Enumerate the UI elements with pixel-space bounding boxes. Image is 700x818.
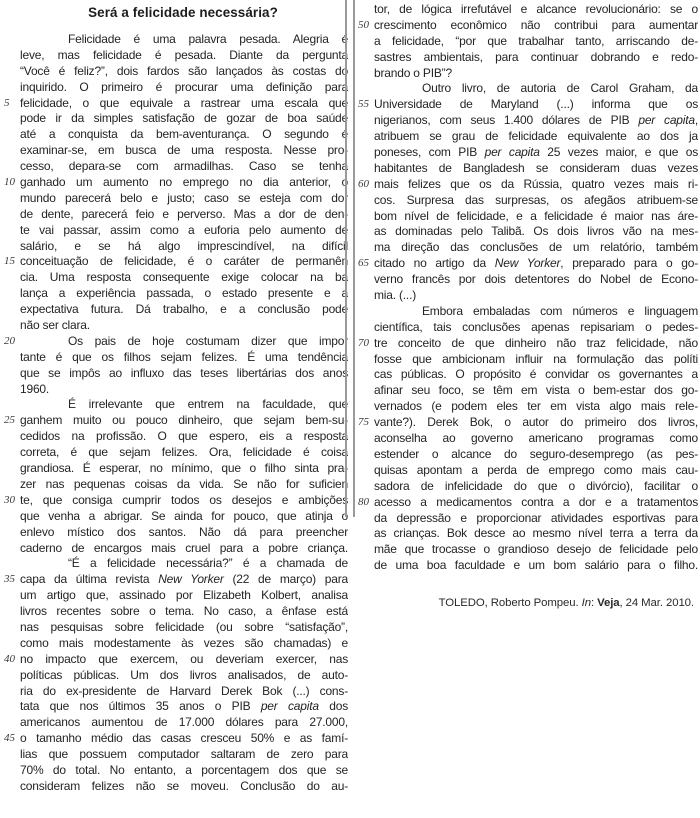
line-number bbox=[356, 224, 374, 240]
line-number: 60 bbox=[358, 177, 369, 190]
line-number bbox=[356, 2, 374, 18]
line-text: É irrelevante que entrem na faculdade, que bbox=[68, 397, 348, 412]
line-number bbox=[356, 463, 374, 479]
line-number bbox=[0, 302, 20, 318]
text-line bbox=[356, 193, 698, 209]
text-line bbox=[0, 96, 348, 112]
line-number bbox=[0, 143, 20, 159]
line-text: brando o PIB”? bbox=[374, 65, 452, 80]
line-text: nigerianos, com seus 1.400 dólares de PIB per capita, bbox=[374, 113, 698, 128]
text-line bbox=[0, 763, 348, 779]
line-text: mais felizes que os da Rússia, quatro vezes mais ri- bbox=[374, 176, 698, 191]
line-number bbox=[0, 159, 20, 175]
line-number bbox=[0, 779, 20, 795]
line-text: como mais modestamente às vezes são chamadas) e bbox=[20, 635, 348, 650]
line-text: quisas apontam a perda de emprego como mais cau- bbox=[374, 462, 698, 477]
text-line bbox=[0, 239, 348, 255]
text-line bbox=[356, 431, 698, 447]
line-number bbox=[0, 620, 20, 636]
line-number bbox=[356, 240, 374, 256]
line-text: Felicidade é uma palavra pesada. Alegria é bbox=[68, 32, 348, 46]
line-text: vante?). Derek Bok, o autor do primeiro dos livros, bbox=[374, 415, 698, 430]
line-text: ganhado um aumento no emprego no dia anterior, o bbox=[20, 175, 348, 190]
text-line bbox=[0, 64, 348, 80]
line-number: 50 bbox=[358, 18, 369, 31]
line-number bbox=[0, 318, 20, 334]
line-text: sastres ambientais, para continuar dobrando e redo- bbox=[374, 49, 698, 64]
text-line bbox=[356, 240, 698, 256]
line-text: um artigo que, assinado por Elizabeth Kolbert, analisa bbox=[20, 588, 348, 603]
text-line bbox=[0, 413, 348, 429]
line-text: cas públicas. O propósito é convidar os governantes a bbox=[374, 367, 698, 382]
text-line bbox=[356, 526, 698, 542]
line-number bbox=[356, 161, 374, 177]
text-line bbox=[0, 223, 348, 239]
text-line bbox=[356, 145, 698, 161]
text-line bbox=[0, 80, 348, 96]
line-text: tante é que os filhos sejam felizes. É uma tendência bbox=[20, 349, 348, 364]
line-number bbox=[0, 715, 20, 731]
line-text: que se impôs ao influxo das teses libertárias dos anos bbox=[20, 365, 348, 380]
line-text: leve, mas felicidade é pesada. Diante da pergunta bbox=[20, 47, 348, 62]
line-number bbox=[0, 461, 20, 477]
text-line bbox=[356, 81, 698, 97]
line-number: 35 bbox=[4, 573, 15, 586]
text-line bbox=[356, 336, 698, 352]
line-number bbox=[0, 588, 20, 604]
line-number bbox=[0, 286, 20, 302]
text-line bbox=[0, 429, 348, 445]
text-line bbox=[0, 127, 348, 143]
line-text: “Você é feliz?”, dois fardos são lançados às costas do bbox=[20, 63, 348, 78]
text-line bbox=[0, 270, 348, 286]
line-text: acesso a medicamentos contra a dor e a tratamentos bbox=[374, 494, 698, 509]
column-right bbox=[356, 2, 698, 609]
line-number: 10 bbox=[4, 176, 15, 189]
line-text: estender o alcance do seguro-desemprego (as pes- bbox=[374, 446, 698, 461]
line-text: Os pais de hoje costumam dizer que impor bbox=[68, 333, 348, 348]
line-number: 40 bbox=[4, 652, 15, 665]
text-line bbox=[356, 256, 698, 272]
text-line bbox=[356, 542, 698, 558]
column-left bbox=[0, 0, 348, 795]
line-text: consideram felizes não se moveu. Conclusão do au- bbox=[20, 778, 348, 793]
line-text: verno francês por dois detentores do Nobel de Econo- bbox=[374, 272, 698, 287]
text-line bbox=[0, 699, 348, 715]
line-text: que venha a abrigar. Se ainda for pouco, que atinja o bbox=[20, 508, 348, 523]
line-text: mãe que trocasse o grandioso desejo de felicidade pelo bbox=[374, 542, 698, 557]
line-text: salário, e se há algo imprescindível, na difícil bbox=[20, 238, 348, 253]
line-text: caderno de encargos mais cruel para a pobre criança. bbox=[20, 540, 348, 555]
line-number bbox=[0, 80, 20, 96]
line-number bbox=[356, 34, 374, 50]
line-text: enlevo místico dos santos. Não dá para preencher bbox=[20, 524, 348, 539]
line-number bbox=[0, 382, 20, 398]
line-text: cedidos na profissão. O que espero, eis a resposta bbox=[20, 429, 348, 444]
text-line bbox=[356, 2, 698, 18]
text-line bbox=[356, 447, 698, 463]
line-text: examinar-se, em busca de uma resposta. Nesse pro- bbox=[20, 143, 348, 158]
line-number bbox=[0, 668, 20, 684]
text-line bbox=[356, 224, 698, 240]
line-text: lança a experiência passada, o estado presente e a bbox=[20, 286, 348, 301]
line-text: Embora embaladas com números e linguagem bbox=[422, 303, 698, 318]
line-text: no impacto que exercem, ou deveriam exercer, nas bbox=[20, 651, 348, 666]
line-text: a felicidade, “por que trabalhar tanto, arriscando de- bbox=[374, 33, 698, 48]
line-number bbox=[356, 193, 374, 209]
line-text: felicidade, o que equivale a rastrear uma escala que bbox=[20, 95, 348, 110]
text-line bbox=[0, 636, 348, 652]
line-text: cesso, depara-se com armadilhas. Caso se tenha bbox=[20, 159, 348, 174]
line-text: citado no artigo da New Yorker, preparado para o go- bbox=[374, 256, 698, 271]
text-line bbox=[356, 399, 698, 415]
line-text: expectativa futura. Dá trabalho, e a conclusão pode bbox=[20, 302, 348, 317]
line-text: Universidade de Maryland (...) informa que os bbox=[374, 97, 698, 112]
text-line bbox=[0, 175, 348, 191]
text-line bbox=[356, 161, 698, 177]
line-number bbox=[356, 320, 374, 336]
column-left-lines bbox=[0, 32, 348, 795]
text-line bbox=[0, 318, 348, 334]
text-line bbox=[0, 286, 348, 302]
text-line bbox=[0, 715, 348, 731]
line-text: mundo parecerá belo e justo; caso se esteja com dor bbox=[20, 190, 348, 205]
text-line bbox=[0, 366, 348, 382]
line-number: 75 bbox=[358, 416, 369, 429]
line-number bbox=[0, 239, 20, 255]
line-text: políticas públicas. Um dos livros analisados, de auto- bbox=[20, 667, 348, 682]
article-title: Será a felicidade necessária? bbox=[88, 5, 278, 20]
text-line bbox=[0, 509, 348, 525]
text-line bbox=[0, 334, 348, 350]
text-line bbox=[356, 367, 698, 383]
text-line bbox=[356, 272, 698, 288]
text-line bbox=[356, 383, 698, 399]
text-line bbox=[0, 652, 348, 668]
line-text: fosse que ambicionam influir na formulação das políti bbox=[374, 351, 698, 366]
text-line bbox=[0, 302, 348, 318]
line-text: ria do ex-presidente de Harvard Derek Bok (...) cons- bbox=[20, 683, 348, 698]
line-number: 5 bbox=[4, 96, 10, 109]
text-line bbox=[356, 97, 698, 113]
line-text: poneses, com PIB per capita 25 vezes maior, e que os bbox=[374, 145, 698, 160]
text-line bbox=[356, 34, 698, 50]
line-number bbox=[0, 445, 20, 461]
text-line bbox=[0, 207, 348, 223]
text-line bbox=[0, 588, 348, 604]
line-number bbox=[356, 383, 374, 399]
line-number bbox=[0, 32, 20, 48]
text-line bbox=[356, 320, 698, 336]
text-line bbox=[356, 558, 698, 574]
text-line bbox=[0, 254, 348, 270]
line-number bbox=[0, 397, 20, 413]
line-number bbox=[0, 684, 20, 700]
line-number: 70 bbox=[358, 336, 369, 349]
line-number bbox=[356, 113, 374, 129]
line-number bbox=[356, 479, 374, 495]
line-number bbox=[356, 81, 374, 97]
line-number bbox=[0, 477, 20, 493]
text-line bbox=[356, 511, 698, 527]
line-number bbox=[356, 526, 374, 542]
line-number bbox=[0, 636, 20, 652]
line-number: 30 bbox=[4, 493, 15, 506]
text-line bbox=[0, 461, 348, 477]
text-line bbox=[356, 129, 698, 145]
text-line bbox=[356, 415, 698, 431]
text-line bbox=[356, 50, 698, 66]
line-text: inquirido. O primeiro é procurar uma definição para bbox=[20, 79, 348, 94]
text-line bbox=[0, 668, 348, 684]
text-line bbox=[0, 493, 348, 509]
line-number: 20 bbox=[4, 334, 15, 347]
line-text: nas pesquisas sobre felicidade (ou sobre “satisfação”, bbox=[20, 619, 348, 634]
line-text: capa da última revista New Yorker (22 de março) para bbox=[20, 572, 348, 587]
text-line bbox=[0, 541, 348, 557]
line-number bbox=[356, 447, 374, 463]
line-number bbox=[0, 429, 20, 445]
line-text: atribuem se grau de felicidade equivalente ao dos ja bbox=[374, 129, 698, 144]
line-number bbox=[356, 50, 374, 66]
column-right-lines bbox=[356, 2, 698, 574]
line-text: 70% do total. No entanto, a porcentagem dos que se bbox=[20, 762, 348, 777]
line-text: até a conquista da bem-aventurança. O segundo é bbox=[20, 127, 348, 142]
text-line bbox=[0, 445, 348, 461]
text-line bbox=[356, 352, 698, 368]
line-text: as dominadas pelo Talibã. Os dois livros vão na mes- bbox=[374, 224, 698, 239]
line-number bbox=[356, 66, 374, 82]
line-number bbox=[356, 511, 374, 527]
text-line bbox=[0, 572, 348, 588]
text-line bbox=[0, 604, 348, 620]
line-text: da depressão e proporcionar atividades esportivas para bbox=[374, 510, 698, 525]
text-line bbox=[0, 620, 348, 636]
line-number bbox=[0, 699, 20, 715]
text-line bbox=[0, 477, 348, 493]
text-line bbox=[0, 191, 348, 207]
column-divider-rule bbox=[345, 0, 355, 517]
line-text: conceituação de felicidade, é o caráter de permanên bbox=[20, 254, 348, 269]
line-number bbox=[0, 509, 20, 525]
line-number bbox=[356, 129, 374, 145]
line-text: ganhem muito ou pouco dinheiro, que sejam bem-su- bbox=[20, 413, 348, 428]
line-number bbox=[0, 747, 20, 763]
text-line bbox=[356, 479, 698, 495]
line-text: tor, de lógica irrefutável e alcance revolucionário: se o bbox=[374, 2, 698, 16]
line-text: lias que possuem computador saltaram de zero para bbox=[20, 747, 348, 762]
line-text: cos. Surpresa das surpresas, os afegãos atribuem-se bbox=[374, 192, 698, 207]
line-text: crescimento econômico não contribui para aumentar bbox=[374, 17, 698, 32]
line-text: científica, tais conclusões apenas repisariam o pedes- bbox=[374, 319, 698, 334]
line-text: americanos aumentou de 17.000 dólares para 27.000, bbox=[20, 715, 348, 730]
text-line bbox=[0, 779, 348, 795]
line-number bbox=[0, 366, 20, 382]
line-text: livros recentes sobre o tema. No caso, a ênfase está bbox=[20, 604, 348, 619]
line-text: 1960. bbox=[20, 381, 50, 396]
line-number bbox=[356, 542, 374, 558]
line-text: zer nas pequenas coisas da vida. Se não for suficien bbox=[20, 476, 348, 491]
line-text: afinar seu foco, se têm em vista o bem-estar dos go- bbox=[374, 383, 698, 398]
line-number bbox=[356, 367, 374, 383]
line-text: correta, é que sejam felizes. Ora, felicidade é coisa bbox=[20, 445, 348, 460]
text-line bbox=[0, 382, 348, 398]
text-line bbox=[356, 304, 698, 320]
line-number bbox=[0, 604, 20, 620]
line-number bbox=[356, 304, 374, 320]
text-line bbox=[0, 159, 348, 175]
line-number bbox=[0, 127, 20, 143]
line-number bbox=[0, 541, 20, 557]
line-number: 45 bbox=[4, 732, 15, 745]
line-number: 25 bbox=[4, 414, 15, 427]
text-line bbox=[356, 113, 698, 129]
text-line bbox=[356, 177, 698, 193]
line-number: 65 bbox=[358, 257, 369, 270]
line-text: vernados (e podem eles ter em vista algo mais rele- bbox=[374, 399, 698, 414]
line-text: mia. (...) bbox=[374, 288, 416, 303]
text-line bbox=[0, 48, 348, 64]
text-line bbox=[0, 684, 348, 700]
text-line bbox=[0, 111, 348, 127]
line-number: 55 bbox=[358, 98, 369, 111]
text-line bbox=[0, 143, 348, 159]
line-text: tre conceito de que dinheiro não traz felicidade, não bbox=[374, 335, 698, 350]
line-text: “É a felicidade necessária?” é a chamada de bbox=[68, 556, 348, 571]
line-number bbox=[0, 191, 20, 207]
line-text: bom nível de felicidade, e a felicidade é maior nas áre- bbox=[374, 208, 698, 223]
text-line bbox=[356, 209, 698, 225]
line-text: Outro livro, de autoria de Carol Graham, da bbox=[422, 81, 698, 96]
line-number bbox=[0, 48, 20, 64]
line-number bbox=[356, 352, 374, 368]
line-text: te vai passar, assim como a euforia pelo aumento de bbox=[20, 222, 348, 237]
line-number: 80 bbox=[358, 495, 369, 508]
line-number bbox=[0, 350, 20, 366]
line-number bbox=[0, 556, 20, 572]
text-line bbox=[356, 66, 698, 82]
text-line bbox=[356, 18, 698, 34]
line-text: sadora de infelicidade do que o divórcio), facilitar o bbox=[374, 478, 698, 493]
text-line bbox=[356, 288, 698, 304]
line-number bbox=[356, 209, 374, 225]
text-line bbox=[356, 495, 698, 511]
text-line bbox=[0, 525, 348, 541]
line-number bbox=[356, 145, 374, 161]
line-number bbox=[356, 272, 374, 288]
line-number bbox=[0, 223, 20, 239]
text-line bbox=[356, 463, 698, 479]
line-number bbox=[356, 399, 374, 415]
line-number bbox=[0, 111, 20, 127]
line-number bbox=[0, 207, 20, 223]
line-text: grandiosa. É esperar, no mínimo, que o filho sinta pra- bbox=[20, 461, 348, 476]
line-text: de dente, parecerá feio e perverso. Mas a dor de den- bbox=[20, 206, 348, 221]
text-line bbox=[0, 747, 348, 763]
line-number bbox=[356, 431, 374, 447]
line-text: pode ir da simples satisfação de gozar de boa saúde bbox=[20, 111, 348, 126]
line-number bbox=[0, 763, 20, 779]
text-line bbox=[0, 350, 348, 366]
line-text: de uma boa faculdade e um bom salário para o filho. bbox=[374, 558, 698, 573]
line-text: o tamanho médio das casas cresceu 50% e as famí- bbox=[20, 731, 348, 746]
line-text: as crianças. Bok desce ao mesmo nível terra a terra da bbox=[374, 526, 698, 541]
text-line bbox=[0, 32, 348, 48]
text-line bbox=[0, 397, 348, 413]
line-text: ma direção das conclusões de um relatório, também bbox=[374, 240, 698, 255]
citation: TOLEDO, Roberto Pompeu. In: Veja, 24 Mar. 2010. bbox=[438, 597, 694, 610]
line-number bbox=[0, 64, 20, 80]
line-number bbox=[356, 558, 374, 574]
line-number: 15 bbox=[4, 255, 15, 268]
line-text: te, que consiga cumprir todos os desejos e ambições bbox=[20, 492, 348, 507]
line-text: habitantes de Bangladesh se consideram duas vezes bbox=[374, 160, 698, 175]
line-number bbox=[356, 288, 374, 304]
line-text: aconselha ao governo americano programas como bbox=[374, 431, 698, 446]
line-number bbox=[0, 525, 20, 541]
line-text: não ser clara. bbox=[20, 318, 90, 333]
text-line bbox=[0, 731, 348, 747]
line-number bbox=[0, 270, 20, 286]
line-text: cia. Uma resposta consequente exige colocar na ba bbox=[20, 270, 348, 285]
text-line bbox=[0, 556, 348, 572]
line-text: tata que nos últimos 35 anos o PIB per capita dos bbox=[20, 699, 348, 714]
